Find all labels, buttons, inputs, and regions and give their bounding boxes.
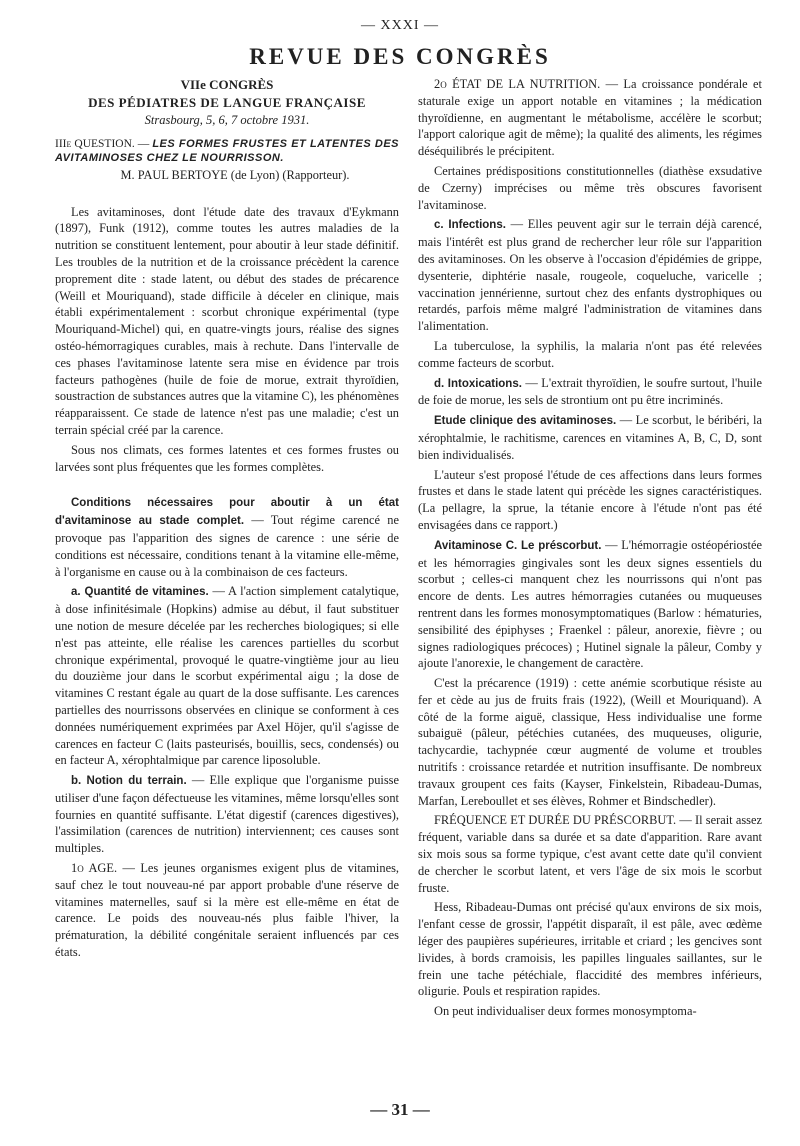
paragraph: Certaines prédispositions constitutionnelles (diathèse exsudative de Czerny) imprécises ou même très obscures favorisent l'avitaminose. xyxy=(418,163,762,212)
congress-subtitle: DES PÉDIATRES DE LANGUE FRANÇAISE xyxy=(88,95,366,110)
congress-title: VIIe CONGRÈS xyxy=(180,77,274,92)
section-heading: Avitaminose C. Le préscorbut. xyxy=(434,539,602,552)
paragraph xyxy=(55,860,399,961)
paragraph-text: — Tout régime carencé ne provoque pas l'apparition des signes de carence : une série de conditions est nécessaire, conditions tenant à la vitamine elle-même, à l'organisme en cause ou à la combinaison de ces facteurs. xyxy=(55,513,399,579)
paragraph: Sous nos climats, ces formes latentes et ces formes frustes ou larvées sont plus fréquentes que les formes complètes. xyxy=(55,442,399,474)
section-heading: 1o AGE. xyxy=(71,861,118,876)
paragraph xyxy=(418,76,762,160)
right-column xyxy=(418,76,762,1023)
paragraph-text: — L'extrait thyroïdien, le soufre surtout, l'huile de foie de morue, les sels de strontium ont pu être incriminés. xyxy=(418,375,762,408)
paragraph: La tuberculose, la syphilis, la malaria n'ont pas été relevées comme facteurs de scorbut. xyxy=(418,338,762,370)
paragraph: On peut individualiser deux formes monosymptoma- xyxy=(434,1004,697,1019)
paragraph-text: — Le scorbut, le béribéri, la xérophtalmie, le rachitisme, carences en vitamines A, B, C, D, sont bien individualisés. xyxy=(418,413,762,462)
page-title: REVUE DES CONGRÈS xyxy=(249,44,551,69)
paragraph xyxy=(418,216,762,335)
question-prefix: IIIe QUESTION. — xyxy=(55,137,150,150)
paragraph xyxy=(418,412,762,463)
paragraph-text: — L'hémorragie ostéopériostée et les hémorragies gingivales sont les deux signes essentiels du scorbut ; celles-ci manquent chez les nourrissons qui n'ont pas encore de dents. Les autres hémorragies cutanées ou muqueuses rentrent dans les formes monosymptomatiques (Barlow : hématuries, sensibilité des épiphyses ; Fraenkel : pâleur, anorexie, fièvre ; ou signes radiologiques précoces) ; Hutinel signale la pâleur, Comby y ajoute l'anorexie, le changement de caractère. xyxy=(418,537,762,671)
paragraph xyxy=(418,537,762,672)
section-heading: a. Quantité de vitamines. xyxy=(71,586,209,599)
paragraph-text: — Il serait assez fréquent, variable dans sa durée et sa date d'apparition. Rare avant six mois sous sa forme typique, c'est avant cette date qu'il convient de chercher le scorbut latent, et vers l'âge de six mois le scorbut fruste. xyxy=(418,813,762,895)
section-heading: d. Intoxications. xyxy=(434,377,522,390)
page-number-roman: — XXXI — xyxy=(361,18,439,33)
paragraph: C'est la précarence (1919) : cette anémie scorbutique résiste au fer et cède au jus de fruits frais (1922), (Weill et Mouriquand). A côté de la forme aiguë, classique, Hess individualise une forme subaiguë (pâleur, pétéchies cutanées, des muqueuses, oligurie, tachycardie, tachypnée cœur augmenté de volume et troubles nutritifs : croissance retardée et nutrition insuffisante. De nombreux travaux groupent ces faits (Kayser, Finkelstein, Ribadeau-Dumas, Marfan, Lereboullet et ses élèves, Rohmer et Bindschedler). xyxy=(418,676,762,808)
paragraph-text: — A l'action simplement catalytique, à dose infinitésimale (Hopkins) admise au début, il faut substituer une notion de mesure décelée par les recherches biologiques; si elle n'est pas atteinte, elle réalise les carences partielles du scorbut chronique expérimental, provoqué le quatre-vingtième jour au lieu du douzième jour dans le scorbut expérimental aigu ; la dose de vitamines C restant égale au quart de la dose suffisante. Les carences partielles des nourrissons observées en clinique se conforment à ces données numériquement exprimées par Axel Höjer, qu'il s'agisse de carences en facteur C (laits pasteurisés, bouillis, secs, condensés) ou en facteur A, xérophtalmique par carence liposoluble. xyxy=(55,584,399,768)
paragraph-text: — La croissance pondérale et staturale exige un apport notable en vitamines ; la médication thyroïdienne, en augmentant le métabolisme, accélère le scorbut; l'apport calorique agit de même); la qualité des aliments, les régimes déséquilibrés le précipitent. xyxy=(418,77,762,159)
section-heading: b. Notion du terrain. xyxy=(71,775,187,788)
question-heading xyxy=(55,137,399,165)
author: M. PAUL BERTOYE (de Lyon) (Rapporteur). xyxy=(120,167,350,182)
paragraph-text: — Elles peuvent agir sur le terrain déjà carencé, mais l'intérêt est plus grand de rechercher leur rôle sur l'apparition des avitaminoses. On les observe à l'occasion d'épidémies de grippe, dysenterie, diphtérie nasale, rougeole, coqueluche, varicelle ; vaccination jennérienne, surtout chez des enfants dystrophiques ou retardés, parfois même malgré l'administration de vitamines dans l'alimentation. xyxy=(418,217,762,334)
section-heading: Conditions nécessaires pour aboutir à un état d'avitaminose au stade complet. xyxy=(55,497,399,528)
paragraph xyxy=(418,812,762,896)
paragraph-text: — Elle explique que l'organisme puisse utiliser d'une façon défectueuse les vitamines, même lorsqu'elles sont fournies en quantité suffisante. L'état digestif (carences digestives), l'assimilation (carences de nutrition) interviennent; ces causes sont multiples. xyxy=(55,773,399,856)
paragraph xyxy=(55,772,399,857)
paragraph-text: — Les jeunes organismes exigent plus de vitamines, sauf chez le tout nouveau-né par apport probable d'une réserve de vitamines maternelles, sauf si la mère est elle-même en état de carence. Le poids des nouveau-nés plus faible l'hiver, la prématuration, la débilité congénitale seraient influencés par ces états. xyxy=(55,861,399,960)
section-heading: FRÉQUENCE ET DURÉE DU PRÉSCORBUT. xyxy=(434,813,677,828)
page-number: — 31 — xyxy=(370,1100,430,1119)
paragraph xyxy=(418,375,762,410)
paragraph xyxy=(55,494,399,580)
paragraph xyxy=(55,583,399,769)
section-heading: c. Infections. xyxy=(434,219,506,232)
left-column xyxy=(55,76,399,964)
question-title: LES FORMES FRUSTES ET LATENTES DES AVITAMINOSES CHEZ LE NOURRISSON. xyxy=(55,137,400,164)
paragraph: L'auteur s'est proposé l'étude de ces affections dans leurs formes frustes et dans le stade latent qui précède les signes caractéristiques. (La pellagre, la sprue, la tétanie encore à l'étude n'ont pas été envisagées dans ce rapport.) xyxy=(418,467,762,532)
paragraph: Hess, Ribadeau-Dumas ont précisé qu'aux environs de six mois, l'enfant cesse de grossir, l'appétit disparaît, il est pâle, avec œdème léger des paupières supérieures, irritable et criard ; les gencives sont livides, à bords cramoisis, les papilles linguales saillantes, sur le frein une tache pétéchiale, flaccidité des membres inférieurs, oligurie. Pouls et respiration rapides. xyxy=(418,900,762,999)
paragraph: Les avitaminoses, dont l'étude date des travaux d'Eykmann (1897), Funk (1912), comme toutes les autres maladies de la nutrition se constituent lentement, pour aboutir à leur stade définitif. Les troubles de la nutrition et de la croissance précèdent la carence proprement dite : stade latent, ou début des stades de précarence (Weill et Mouriquand), stade difficile à déceler en clinique, mais établi expérimentalement : scorbut chronique expérimental (type Mouriquand-Michel) qui, en quatre-vingts jours, réalise des signes ostéo-hémorragiques curables, mais à rechute. Dans l'intervalle de ces phases l'avitaminose latente sera mise en évidence par trois facteurs pathogènes (huile de foie de morue, extrait thyroïdien, soustraction de substances autres que la vitamine C), les phénomènes réapparaissent. Ce stade de latence n'est pas une maladie; c'est un terrain spécial créé par la carence. xyxy=(55,204,399,437)
section-heading: 2o ÉTAT DE LA NUTRITION. xyxy=(434,77,601,91)
congress-place: Strasbourg, 5, 6, 7 octobre 1931. xyxy=(144,113,310,127)
section-heading: Etude clinique des avitaminoses. xyxy=(434,415,617,428)
